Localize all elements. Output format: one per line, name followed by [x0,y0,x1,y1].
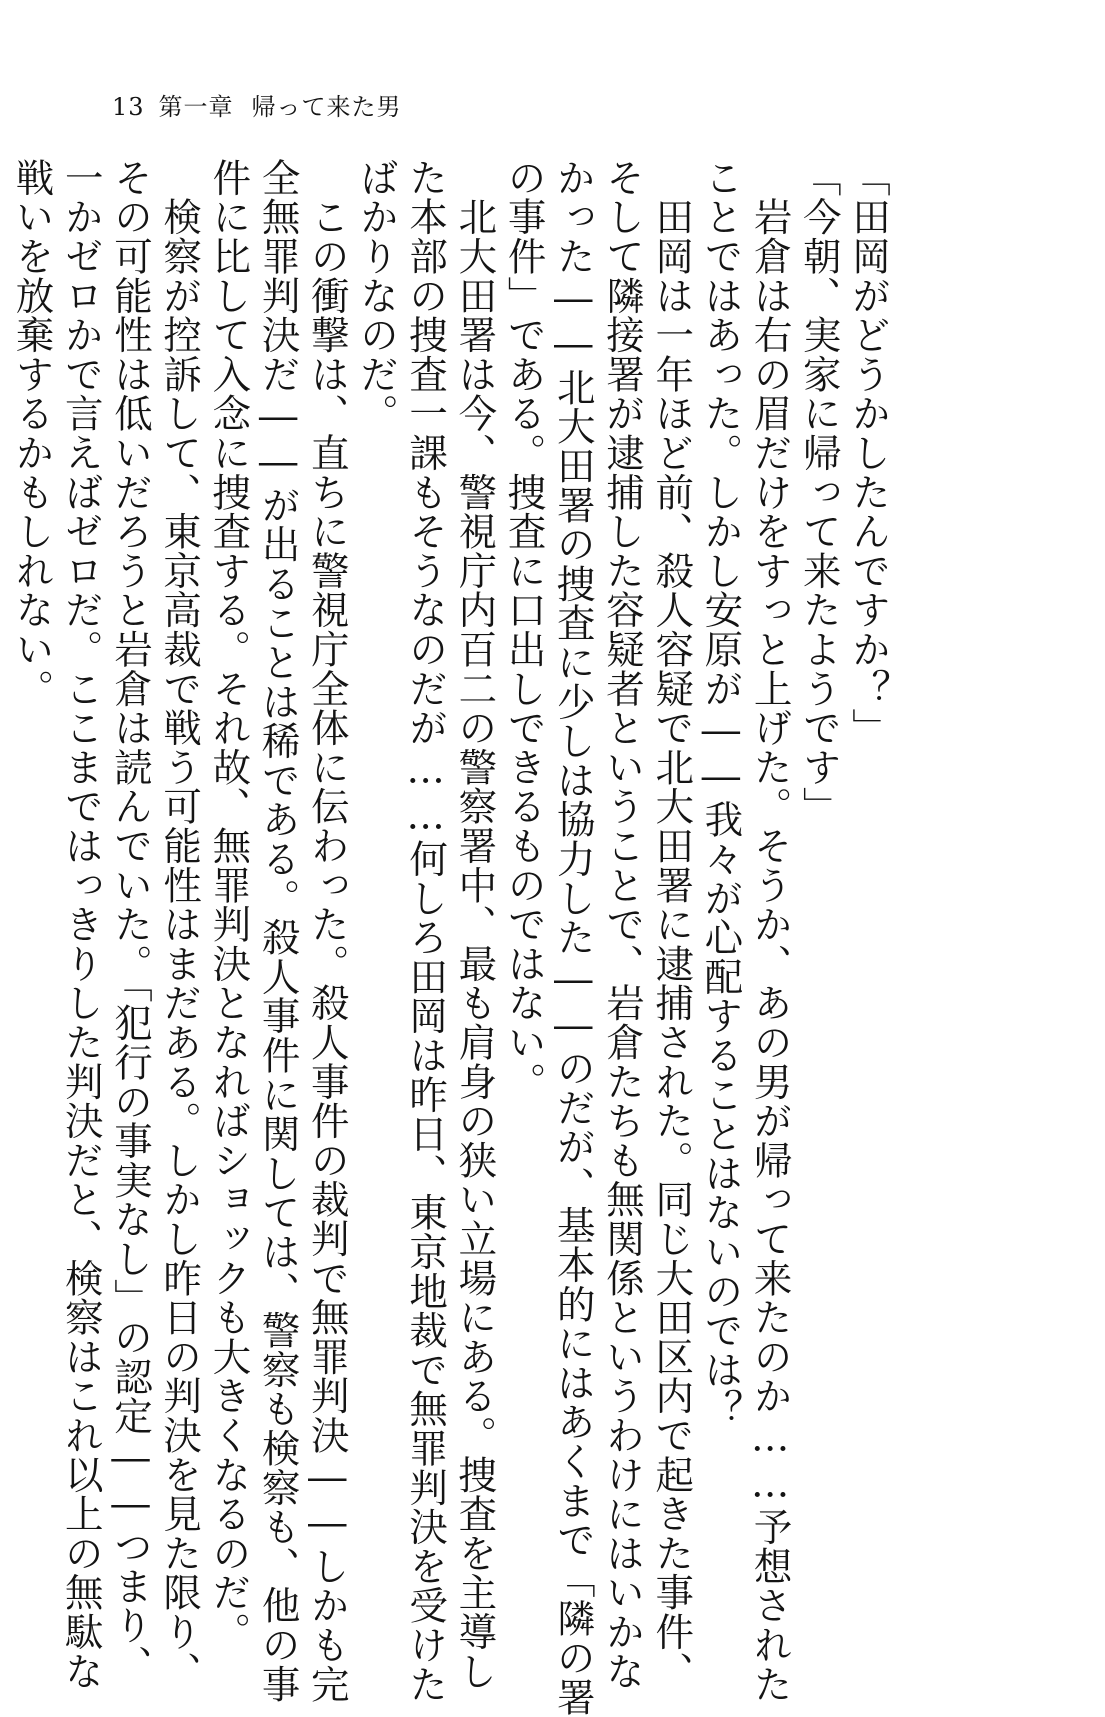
body-text [7,158,893,1717]
text-line: 戦いを放棄するかもしれない。 [9,158,55,709]
text-line: そして隣接署が逮捕した容疑者ということで、岩倉たちも無関係というわけにはいかな [599,158,645,1691]
text-line: かった――北大田署の捜査に少しは協力した――のだが、基本的にはあくまで「隣の署 [550,158,596,1717]
text-line: 「今朝、実家に帰って来たようです」 [796,158,842,827]
text-line: ばかりなのだ。 [353,158,399,434]
chapter-label: 第一章 [158,93,234,121]
text-line: の事件」である。捜査に口出しできるものではない。 [501,158,547,1102]
page-number: 13 [112,93,145,121]
text-line: 検察が控訴して、東京高裁で戦う可能性はまだある。しかし昨日の判決を見た限り、 [157,158,203,1691]
chapter-title: 帰って来た男 [251,93,402,121]
text-line: その可能性は低いだろうと岩倉は読んでいた。「犯行の事実なし」の認定――つまり、 [107,158,153,1685]
text-line: 田岡は一年ほど前、殺人容疑で北大田署に逮捕された。同じ大田区内で起きた事件、 [649,158,695,1691]
text-line: た本部の捜査一課もそうなのだが……何しろ田岡は昨日、東京地裁で無罪判決を受けた [403,158,449,1704]
text-line: 件に比して入念に捜査する。それ故、無罪判決となればショックも大きくなるのだ。 [206,158,252,1652]
text-line: 北大田署は今、警視庁内百二の警察署中、最も肩身の狭い立場にある。捜査を主導し [452,158,498,1691]
text-line: 全無罪判決だ――が出ることは稀である。殺人事件に関しては、警察も検察も、他の事 [255,158,301,1704]
text-line: ことではあった。しかし安原が――我々が心配することはないのでは？ [698,158,744,1429]
text-line: 岩倉は右の眉だけをすっと上げた。そうか、あの男が帰って来たのか……予想された [747,158,793,1704]
text-line: 「田岡がどうかしたんですか？」 [846,158,891,748]
running-head [112,92,402,122]
text-line: この衝撃は、直ちに警視庁全体に伝わった。殺人事件の裁判で無罪判決――しかも完 [304,158,350,1704]
text-line: 一かゼロかで言えばゼロだ。ここまではっきりした判決だと、検察はこれ以上の無駄な [58,158,104,1691]
